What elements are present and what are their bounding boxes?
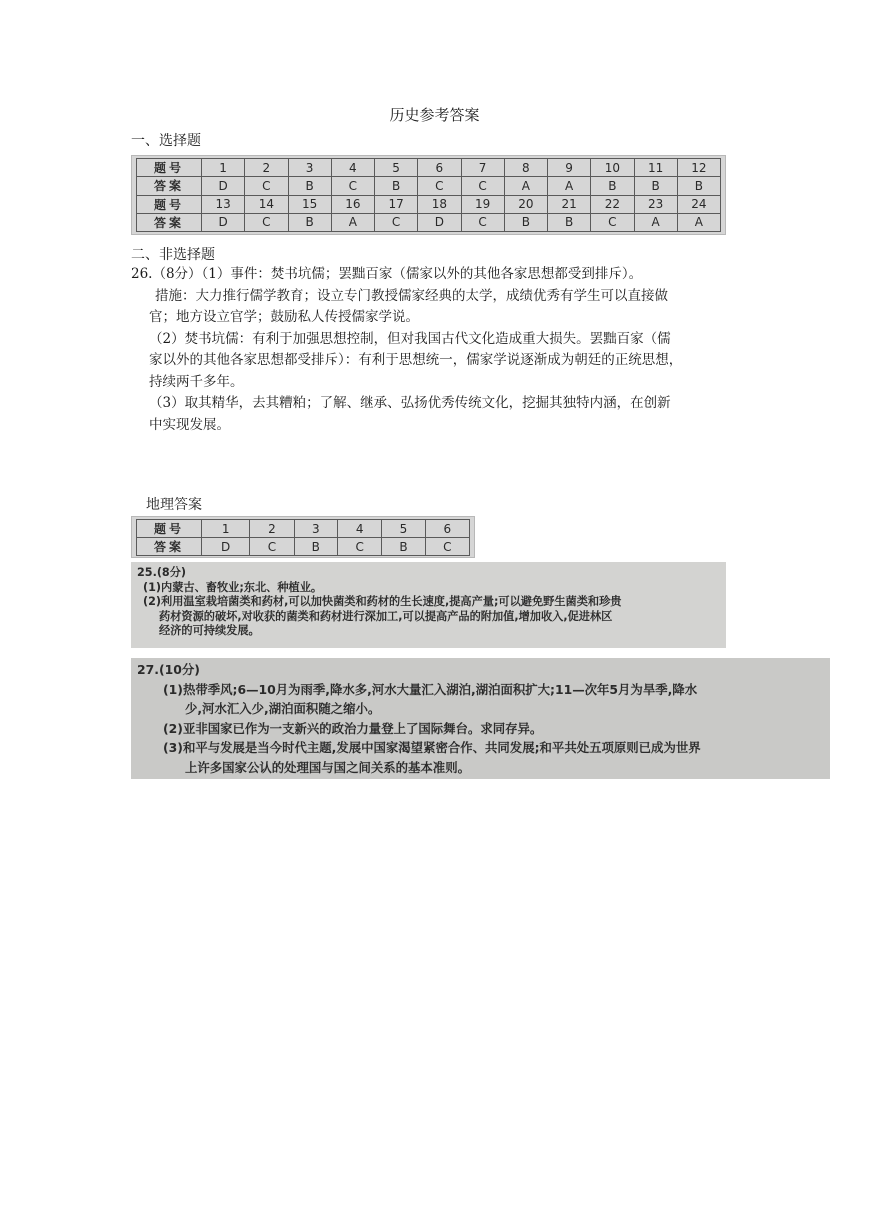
answer-cell: A (331, 213, 374, 231)
answer-cell: C (245, 177, 288, 195)
answer-table-row (137, 520, 470, 538)
q25-line: (2)利用温室栽培菌类和药材,可以加快菌类和药材的生长速度,提高产量;可以避免野生菌类和珍贵 (143, 595, 622, 608)
answer-cell: B (677, 177, 720, 195)
q26-line: 持续两千多年。 (149, 373, 244, 390)
answer-cell: 13 (202, 195, 245, 213)
q26-line: （3）取其精华，去其糟粕；了解、继承、弘扬优秀传统文化，挖掘其独特内涵，在创新 (149, 395, 671, 411)
answer-cell: C (250, 538, 294, 556)
q25-line: 经济的可持续发展。 (159, 624, 260, 637)
q27-line: (1)热带季风;6—10月为雨季,降水多,河水大量汇入湖泊,湖泊面积扩大;11—次年5月为旱季,降水 (163, 681, 698, 697)
answer-cell: 14 (245, 195, 288, 213)
answer-cell: D (418, 213, 461, 231)
answer-cell: B (548, 213, 591, 231)
answer-cell: D (202, 538, 250, 556)
answer-cell: B (294, 538, 338, 556)
answer-cell: C (425, 538, 469, 556)
row-header-cell: 答案 (137, 213, 202, 231)
answer-cell: B (591, 177, 634, 195)
answer-cell: 4 (338, 520, 382, 538)
answer-table-row (137, 213, 721, 231)
q26-line: （2）焚书坑儒：有利于加强思想控制，但对我国古代文化造成重大损失。罢黜百家（儒 (149, 330, 671, 347)
answer-cell: 4 (331, 159, 374, 177)
row-header-cell: 答案 (137, 538, 202, 556)
geography-answer-table (131, 516, 475, 558)
row-header-cell: 答案 (137, 177, 202, 195)
answer-cell: 19 (461, 195, 504, 213)
q26-line: 家以外的其他各家思想都受排斥）：有利于思想统一，儒家学说逐渐成为朝廷的正统思想， (149, 352, 683, 368)
q26-line: 官；地方设立官学；鼓励私人传授儒家学说。 (149, 309, 419, 325)
answer-cell: 9 (548, 159, 591, 177)
section-choice-heading: 一、选择题 (131, 133, 201, 149)
answer-cell: 2 (250, 520, 294, 538)
q26-line: 26.（8分）（1）事件：焚书坑儒；罢黜百家（儒家以外的其他各家思想都受到排斥）。 (131, 266, 643, 282)
answer-table-row (137, 538, 470, 556)
q26-line: 中实现发展。 (149, 416, 230, 433)
answer-cell: C (245, 213, 288, 231)
answer-cell: B (288, 177, 331, 195)
answer-cell: 22 (591, 195, 634, 213)
q25-line: 25.(8分) (137, 566, 187, 579)
answer-cell: 3 (294, 520, 338, 538)
answer-cell: 10 (591, 159, 634, 177)
answer-cell: D (202, 213, 245, 231)
row-header-cell: 题号 (137, 520, 202, 538)
answer-cell: 20 (504, 195, 547, 213)
answer-cell: 18 (418, 195, 461, 213)
section-nonchoice-heading: 二、非选择题 (131, 247, 215, 263)
answer-cell: B (634, 177, 677, 195)
q27-line: 27.(10分) (137, 662, 200, 677)
answer-cell: A (504, 177, 547, 195)
q27-line: (3)和平与发展是当今时代主题,发展中国家渴望紧密合作、共同发展;和平共处五项原则已成为世界 (163, 740, 701, 755)
answer-cell: 8 (504, 159, 547, 177)
q27-line: 少,河水汇入少,湖泊面积随之缩小。 (185, 701, 381, 716)
question-27-scan (131, 658, 830, 779)
row-header-cell: 题号 (137, 159, 202, 177)
answer-table-row (137, 159, 721, 177)
question-26 (131, 264, 737, 436)
answer-cell: 5 (375, 159, 418, 177)
q27-line: 上许多国家公认的处理国与国之间关系的基本准则。 (185, 759, 470, 775)
row-header-cell: 题号 (137, 195, 202, 213)
q25-line: 药材资源的破坏,对收获的菌类和药材进行深加工,可以提高产品的附加值,增加收入,促进林区 (159, 609, 613, 623)
answer-cell: B (375, 177, 418, 195)
answer-cell: C (338, 538, 382, 556)
answer-cell: C (461, 213, 504, 231)
answer-cell: C (375, 213, 418, 231)
answer-cell: 16 (331, 195, 374, 213)
history-title: 历史参考答案 (389, 106, 480, 124)
answer-cell: C (418, 177, 461, 195)
answer-table-row (137, 177, 721, 195)
answer-cell: C (461, 177, 504, 195)
answer-table-row (137, 195, 721, 213)
answer-cell: 1 (202, 520, 250, 538)
answer-cell: 23 (634, 195, 677, 213)
geography-title: 地理答案 (146, 497, 202, 513)
answer-cell: D (202, 177, 245, 195)
answer-cell: 12 (677, 159, 720, 177)
answer-cell: 17 (375, 195, 418, 213)
answer-cell: 6 (425, 520, 469, 538)
answer-cell: B (288, 213, 331, 231)
answer-cell: 1 (202, 159, 245, 177)
answer-cell: A (634, 213, 677, 231)
answer-cell: B (382, 538, 426, 556)
q27-line: (2)亚非国家已作为一支新兴的政治力量登上了国际舞台。求同存异。 (163, 720, 543, 736)
answer-cell: C (331, 177, 374, 195)
history-answer-table (131, 155, 726, 235)
answer-cell: 2 (245, 159, 288, 177)
q26-line: 措施：大力推行儒学教育；设立专门教授儒家经典的太学，成绩优秀有学生可以直接做 (155, 287, 668, 304)
answer-cell: B (504, 213, 547, 231)
answer-cell: 6 (418, 159, 461, 177)
answer-cell: 15 (288, 195, 331, 213)
answer-cell: 7 (461, 159, 504, 177)
answer-cell: C (591, 213, 634, 231)
answer-cell: 3 (288, 159, 331, 177)
answer-cell: 5 (382, 520, 426, 538)
q25-line: (1)内蒙古、畜牧业;东北、种植业。 (143, 580, 323, 594)
answer-cell: 21 (548, 195, 591, 213)
answer-cell: A (548, 177, 591, 195)
question-25-scan (131, 562, 726, 648)
answer-cell: 11 (634, 159, 677, 177)
answer-cell: 24 (677, 195, 720, 213)
answer-cell: A (677, 213, 720, 231)
